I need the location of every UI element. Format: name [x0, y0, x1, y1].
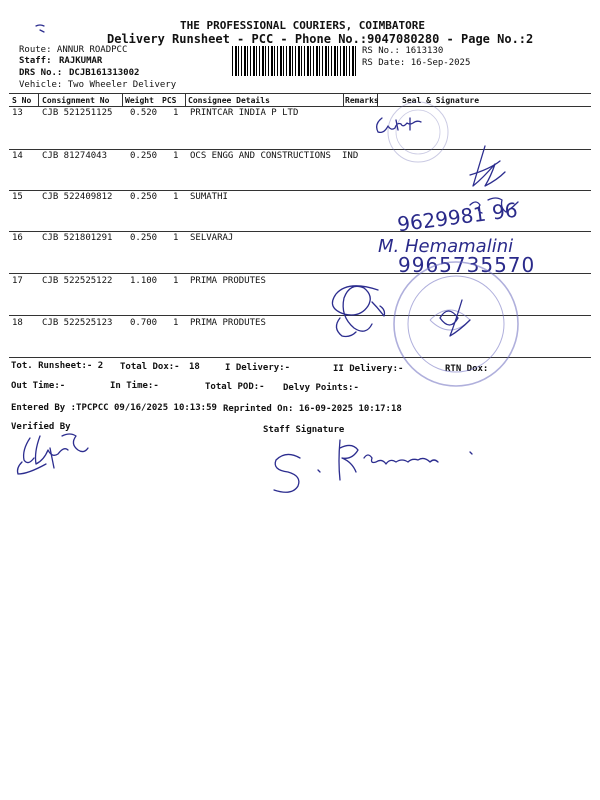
vehicle-label: Vehicle: Two Wheeler Delivery — [19, 80, 177, 90]
row-consignee: SELVARAJ — [190, 233, 234, 243]
table-bottom-border — [9, 357, 591, 358]
row-sno: 16 — [12, 233, 23, 243]
total-pod: Total POD:- — [205, 382, 265, 392]
row-sno: 18 — [12, 318, 23, 328]
row-pcs: 1 — [173, 151, 179, 161]
row-sno: 14 — [12, 151, 23, 161]
row-consignment: CJB 522525123 — [42, 318, 113, 328]
column-header-sno: S No — [12, 96, 32, 105]
row-weight: 0.250 — [130, 192, 158, 202]
row-weight: 0.700 — [130, 318, 158, 328]
drs-label: DRS No.: — [19, 68, 63, 78]
staff-label: Staff: — [19, 56, 52, 66]
delvy-points: Delvy Points:- — [283, 383, 359, 393]
row-divider — [9, 231, 591, 232]
rtn-dox: RTN Dox: — [445, 364, 489, 374]
row-consignment: CJB 522409812 — [42, 192, 113, 202]
corner-mark — [36, 25, 44, 32]
column-header-consignment: Consignment No — [42, 96, 110, 105]
route-label: Route: ANNUR ROADPCC — [19, 45, 128, 55]
seal-stamp-row-13 — [388, 102, 448, 162]
col-divider — [343, 93, 344, 106]
reprinted-on: Reprinted On: 16-09-2025 10:17:18 — [223, 404, 402, 414]
rs-number: RS No.: 1613130 — [362, 46, 444, 56]
handwritten-phone-15: 9629981 96 — [395, 197, 519, 237]
row-consignee: PRINTCAR INDIA P LTD — [190, 108, 299, 118]
staff-signature — [274, 440, 472, 492]
row-consignee: OCS ENGG AND CONSTRUCTIONS — [190, 151, 331, 161]
row-consignment: CJB 521251125 — [42, 108, 113, 118]
handwritten-phone-16: 9965735570 — [398, 253, 536, 277]
barcode — [232, 46, 358, 76]
column-header-remarks: Remarks — [345, 96, 379, 105]
total-dox-value: 18 — [189, 362, 200, 372]
column-header-weight: Weight — [125, 96, 154, 105]
drs-value: DCJB161313002 — [69, 68, 140, 78]
row-pcs: 1 — [173, 318, 179, 328]
rs-date: RS Date: 16-Sep-2025 — [362, 58, 471, 68]
row-consignee: PRIMA PRODUTES — [190, 318, 266, 328]
handwritten-name-16: M. Hemamalini — [378, 236, 514, 257]
row-divider — [9, 315, 591, 316]
out-time: Out Time:- — [11, 381, 66, 391]
row-weight: 1.100 — [130, 276, 158, 286]
table-top-border — [9, 93, 591, 94]
staff-signature-label: Staff Signature — [263, 425, 345, 435]
tot-runsheet: Tot. Runsheet:- 2 — [11, 361, 104, 371]
row-weight: 0.520 — [130, 108, 158, 118]
verified-by-label: Verified By — [11, 422, 71, 432]
row-sno: 17 — [12, 276, 23, 286]
col-divider — [38, 93, 39, 106]
signature-row-14 — [470, 146, 505, 186]
row-consignee: PRIMA PRODUTES — [190, 276, 266, 286]
row-consignment: CJB 521801291 — [42, 233, 113, 243]
col-divider — [185, 93, 186, 106]
signature-row-13 — [377, 118, 421, 132]
row-remarks: IND — [342, 151, 359, 161]
row-consignment: CJB 81274043 — [42, 151, 108, 161]
row-pcs: 1 — [173, 233, 179, 243]
row-pcs: 1 — [173, 108, 179, 118]
row-sno: 15 — [12, 192, 23, 202]
column-header-seal: Seal & Signature — [402, 96, 480, 105]
verified-by-signature — [18, 434, 89, 474]
i-delivery: I Delivery:- — [225, 363, 291, 373]
row-sno: 13 — [12, 108, 23, 118]
row-consignee: SUMATHI — [190, 192, 228, 202]
total-dox-label: Total Dox:- — [120, 362, 180, 372]
row-consignment: CJB 522525122 — [42, 276, 113, 286]
entered-by: Entered By :TPCPCC 09/16/2025 10:13:59 — [11, 403, 217, 413]
staff-value: RAJKUMAR — [59, 56, 103, 66]
col-divider — [122, 93, 123, 106]
company-title: THE PROFESSIONAL COURIERS, COIMBATORE — [180, 19, 426, 32]
column-header-pcs: PCS — [162, 96, 177, 105]
table-header-border — [9, 106, 591, 107]
row-weight: 0.250 — [130, 151, 158, 161]
runsheet-subtitle: Delivery Runsheet - PCC - Phone No.:9047080280 - Page No.:2 — [107, 32, 534, 46]
row-pcs: 1 — [173, 192, 179, 202]
signature-row-17 — [332, 286, 384, 337]
row-pcs: 1 — [173, 276, 179, 286]
in-time: In Time:- — [110, 381, 159, 391]
column-header-consignee: Consignee Details — [188, 96, 270, 105]
signature-row-18 — [440, 300, 470, 336]
row-weight: 0.250 — [130, 233, 158, 243]
row-divider — [9, 149, 591, 150]
ii-delivery: II Delivery:- — [333, 364, 404, 374]
row-divider — [9, 190, 591, 191]
